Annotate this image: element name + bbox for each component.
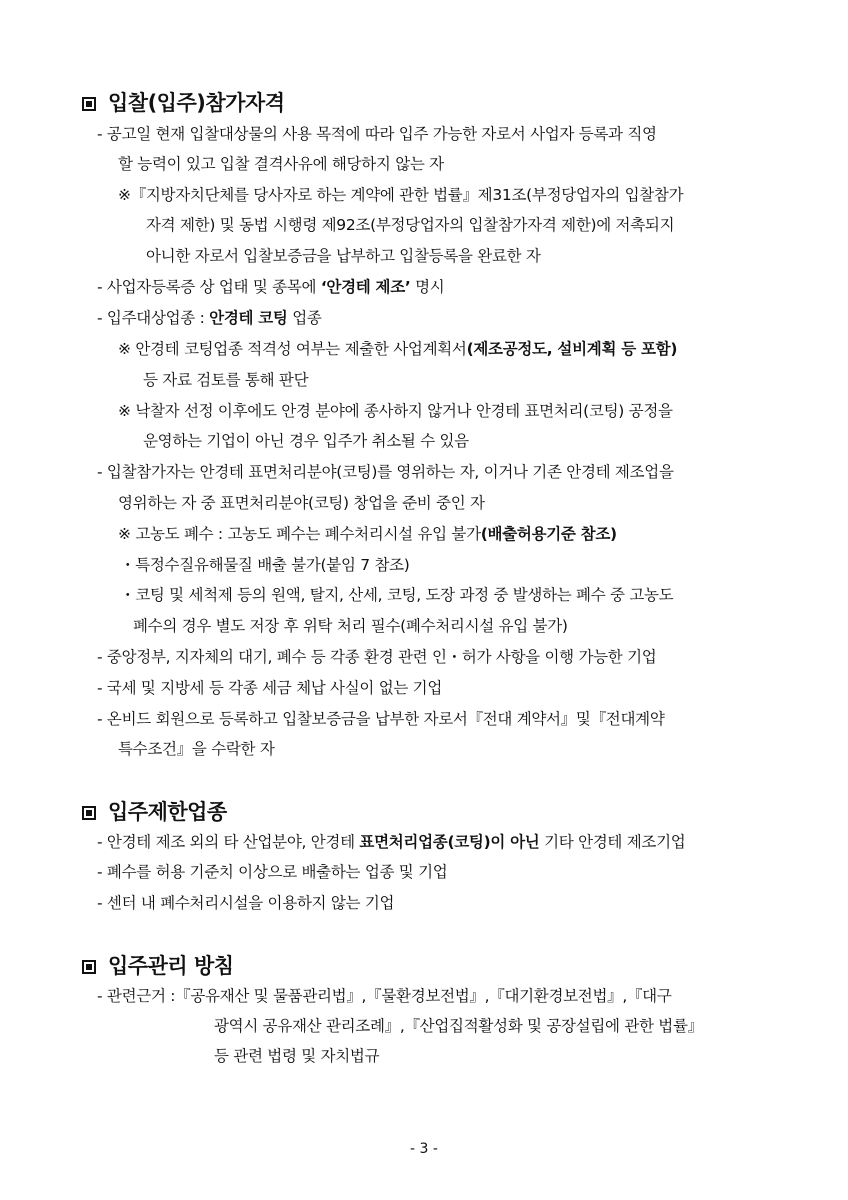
- text-line: ・코팅 및 세척제 등의 원액, 탈지, 산세, 코팅, 도장 과정 중 발생하는 폐수 중 고농도: [120, 586, 674, 604]
- text-span: - 안경테 제조 외의 타 산업분야, 안경테: [97, 833, 360, 851]
- bold-text: (제조공정도, 설비계획 등 포함): [466, 340, 678, 358]
- text-line: - 센터 내 폐수처리시설을 이용하지 않는 기업: [97, 894, 395, 912]
- text-line: - 국세 및 지방세 등 각종 세금 체납 사실이 없는 기업: [97, 679, 443, 697]
- text-line: - 중앙정부, 지자체의 대기, 폐수 등 각종 환경 관련 인・허가 사항을 이행 가능한 기업: [97, 648, 657, 666]
- text-span: 기타 안경테 제조기업: [539, 833, 686, 851]
- text-span: - 입주대상업종 :: [97, 309, 210, 327]
- text-line: - 폐수를 허용 기준치 이상으로 배출하는 업종 및 기업: [97, 863, 448, 881]
- bold-text: 안경테 코팅: [209, 309, 288, 327]
- text-line: - 공고일 현재 입찰대상물의 사용 목적에 따라 입주 가능한 자로서 사업자 등록과 직영: [97, 125, 657, 143]
- text-line: 운영하는 기업이 아닌 경우 입주가 취소될 수 있음: [143, 432, 469, 450]
- square-bullet-icon: [82, 97, 96, 111]
- text-span: ※ 고농도 폐수 : 고농도 폐수는 폐수처리시설 유입 불가: [118, 525, 481, 543]
- bold-text: ‘안경테 제조’: [320, 278, 411, 296]
- text-line: ※ 낙찰자 선정 이후에도 안경 분야에 종사하지 않거나 안경테 표면처리(코팅) 공정을: [118, 402, 673, 420]
- section-heading-management: [82, 950, 234, 980]
- text-line: [97, 308, 322, 328]
- text-line: 자격 제한) 및 동법 시행령 제92조(부정당업자의 입찰참가자격 제한)에 저촉되지: [146, 216, 675, 234]
- section-heading-restricted: [82, 796, 227, 826]
- text-line: [118, 339, 677, 359]
- text-line: [97, 277, 444, 297]
- text-line: ・특정수질유해물질 배출 불가(붙임 7 참조): [120, 556, 410, 574]
- section-heading-eligibility: [82, 87, 284, 117]
- text-line: - 입찰참가자는 안경테 표면처리분야(코팅)를 영위하는 자, 이거나 기존 안경테 제조업을: [97, 463, 674, 481]
- section-title: 입주제한업종: [108, 800, 227, 824]
- text-line: - 관련근거 :『공유재산 및 물품관리법』,『물환경보전법』,『대기환경보전법』,『대구: [97, 987, 672, 1005]
- square-bullet-icon: [82, 806, 96, 820]
- text-line: 아니한 자로서 입찰보증금을 납부하고 입찰등록을 완료한 자: [146, 247, 541, 265]
- text-line: [118, 524, 617, 544]
- text-span: 업종: [287, 309, 322, 327]
- text-span: ※ 안경테 코팅업종 적격성 여부는 제출한 사업계획서: [118, 340, 467, 358]
- text-line: - 온비드 회원으로 등록하고 입찰보증금을 납부한 자로서『전대 계약서』및『전대계약: [97, 710, 665, 728]
- text-line: 할 능력이 있고 입찰 결격사유에 해당하지 않는 자: [118, 155, 444, 173]
- text-line: 등 자료 검토를 통해 판단: [143, 371, 309, 389]
- text-line: 등 관련 법령 및 자치법규: [214, 1047, 380, 1065]
- section-title: 입주관리 방침: [108, 954, 234, 978]
- square-bullet-icon: [82, 960, 96, 974]
- bold-text: (배출허용기준 참조): [480, 525, 617, 543]
- page-number: - 3 -: [410, 1141, 438, 1157]
- text-span: - 사업자등록증 상 업태 및 종목에: [97, 278, 321, 296]
- bold-text: 표면처리업종(코팅)이 아닌: [359, 833, 540, 851]
- text-line: 폐수의 경우 별도 저장 후 위탁 처리 필수(폐수처리시설 유입 불가): [133, 617, 568, 635]
- section-title: 입찰(입주)참가자격: [108, 91, 285, 115]
- text-line: [97, 832, 685, 852]
- text-span: 명시: [410, 278, 445, 296]
- text-line: 영위하는 자 중 표면처리분야(코팅) 창업을 준비 중인 자: [118, 494, 485, 512]
- text-line: 특수조건』을 수락한 자: [118, 740, 275, 758]
- text-line: ※『지방자치단체를 당사자로 하는 계약에 관한 법률』제31조(부정당업자의 입찰참가: [118, 186, 684, 204]
- text-line: 광역시 공유재산 관리조례』,『산업집적활성화 및 공장설립에 관한 법률』: [214, 1017, 703, 1035]
